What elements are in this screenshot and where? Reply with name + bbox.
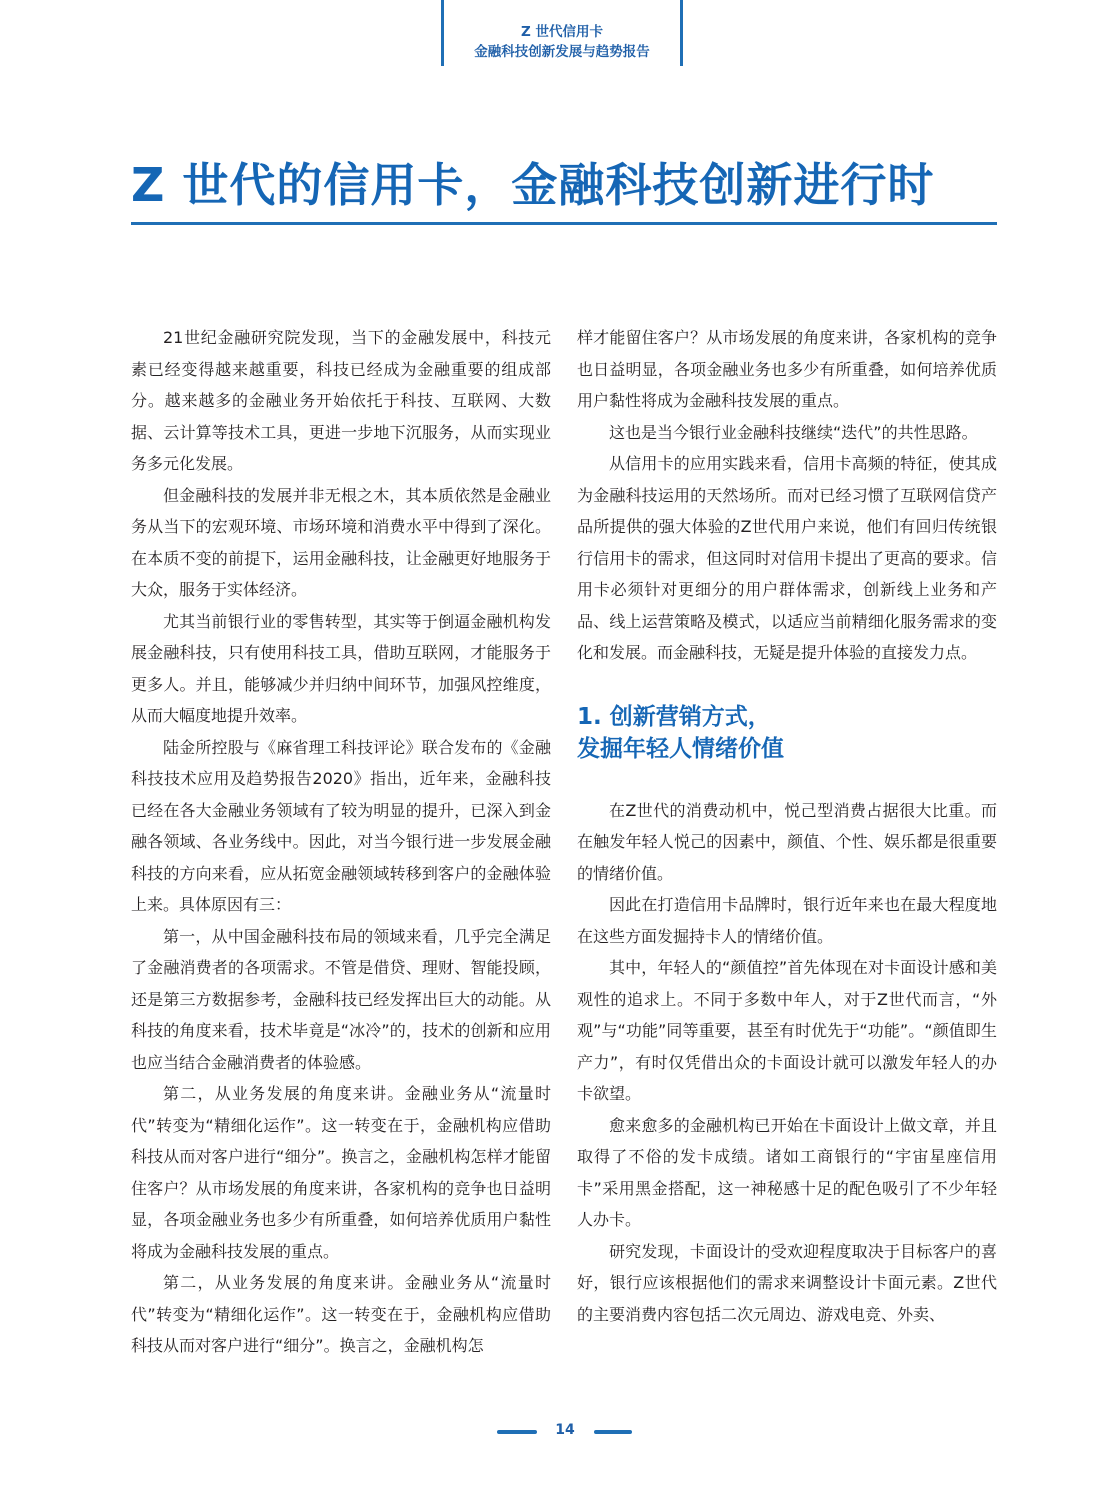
paragraph: 第一，从中国金融科技布局的领域来看，几乎完全满足了金融消费者的各项需求。不管是借贷、理财、智能投顾，还是第三方数据参考，金融科技已经发挥出巨大的动能。从科技的角度来看，技术毕竟是“冰冷”的，技术的创新和应用也应当结合金融消费者的体验感。 <box>131 926 551 1072</box>
right-column <box>577 322 997 1330</box>
page-number: 14 <box>555 1422 575 1438</box>
paragraph: 第二，从业务发展的角度来讲。金融业务从“流量时代”转变为“精细化运作”。这一转变在于，金融机构应借助科技从而对客户进行“细分”。换言之，金融机构怎 <box>131 1273 551 1355</box>
paragraph-continuation: 样才能留住客户？从市场发展的角度来讲，各家机构的竞争也日益明显，各项金融业务也多少有所重叠，如何培养优质用户黏性将成为金融科技发展的重点。 <box>577 328 997 410</box>
paragraph: 研究发现，卡面设计的受欢迎程度取决于目标客户的喜好，银行应该根据他们的需求来调整设计卡面元素。Z世代的主要消费内容包括二次元周边、游戏电竞、外卖、 <box>577 1241 997 1324</box>
paragraph: 但金融科技的发展并非无根之木，其本质依然是金融业务从当下的宏观环境、市场环境和消费水平中得到了深化。在本质不变的前提下，运用金融科技，让金融更好地服务于大众，服务于实体经济。 <box>131 485 551 599</box>
paragraph: 第二，从业务发展的角度来讲。金融业务从“流量时代”转变为“精细化运作”。这一转变在于，金融机构应借助科技从而对客户进行“细分”。换言之，金融机构怎样才能留住客户？从市场发展的角度来讲，各家机构的竞争也日益明显，各项金融业务也多少有所重叠，如何培养优质用户黏性将成为金融科技发展的重点。 <box>131 1084 551 1261</box>
page-title: Z 世代的信用卡，金融科技创新进行时 <box>131 158 935 212</box>
paragraph: 因此在打造信用卡品牌时，银行近年来也在最大程度地在这些方面发掘持卡人的情绪价值。 <box>577 895 997 946</box>
section-heading <box>577 701 997 765</box>
paragraph: 尤其当前银行业的零售转型，其实等于倒逼金融机构发展金融科技，只有使用科技工具，借助互联网，才能服务于更多人。并且，能够减少并归纳中间环节，加强风控维度，从而大幅度地提升效率。 <box>131 611 551 725</box>
header-tab <box>441 0 683 66</box>
paragraph: 陆金所控股与《麻省理工科技评论》联合发布的《金融科技技术应用及趋势报告2020》指出，近年来，金融科技已经在各大金融业务领域有了较为明显的提升，已深入到金融各领域、各业务线中。因此，对当今银行进一步发展金融科技的方向来看，应从拓宽金融领域转移到客户的金融体验上来。具体原因有三： <box>131 737 551 914</box>
title-divider <box>131 222 997 225</box>
page-footer <box>0 1420 1102 1444</box>
paragraph: 愈来愈多的金融机构已开始在卡面设计上做文章，并且取得了不俗的发卡成绩。诸如工商银行的“宇宙星座信用卡”采用黑金搭配，这一神秘感十足的配色吸引了不少年轻人办卡。 <box>577 1115 997 1229</box>
left-column <box>131 322 551 1362</box>
header-line-1: Z 世代信用卡 <box>521 24 603 40</box>
section-heading-line-1: 1. 创新营销方式， <box>577 703 771 730</box>
header-line-2: 金融科技创新发展与趋势报告 <box>474 44 650 60</box>
paragraph: 其中，年轻人的“颜值控”首先体现在对卡面设计感和美观性的追求上。不同于多数中年人，对于Z世代而言，“外观”与“功能”同等重要，甚至有时优先于“功能”。“颜值即生产力”，有时仅凭借出众的卡面设计就可以激发年轻人的办卡欲望。 <box>577 958 997 1103</box>
footer-bar-left <box>497 1430 537 1434</box>
footer-bar-right <box>594 1430 632 1434</box>
section-heading-line-2: 发掘年轻人情绪价值 <box>577 735 784 762</box>
paragraph: 21世纪金融研究院发现，当下的金融发展中，科技元素已经变得越来越重要，科技已经成为金融重要的组成部分。越来越多的金融业务开始依托于科技、互联网、大数据、云计算等技术工具，更进一步地下沉服务，从而实现业务多元化发展。 <box>131 328 551 473</box>
paragraph: 从信用卡的应用实践来看，信用卡高频的特征，使其成为金融科技运用的天然场所。而对已经习惯了互联网信贷产品所提供的强大体验的Z世代用户来说，他们有回归传统银行信用卡的需求，但这同时对信用卡提出了更高的要求。信用卡必须针对更细分的用户群体需求，创新线上业务和产品、线上运营策略及模式，以适应当前精细化服务需求的变化和发展。而金融科技，无疑是提升体验的直接发力点。 <box>577 454 997 662</box>
paragraph: 在Z世代的消费动机中，悦己型消费占据很大比重。而在触发年轻人悦己的因素中，颜值、个性、娱乐都是很重要的情绪价值。 <box>577 800 997 883</box>
paragraph: 这也是当今银行业金融科技继续“迭代”的共性思路。 <box>609 422 978 442</box>
